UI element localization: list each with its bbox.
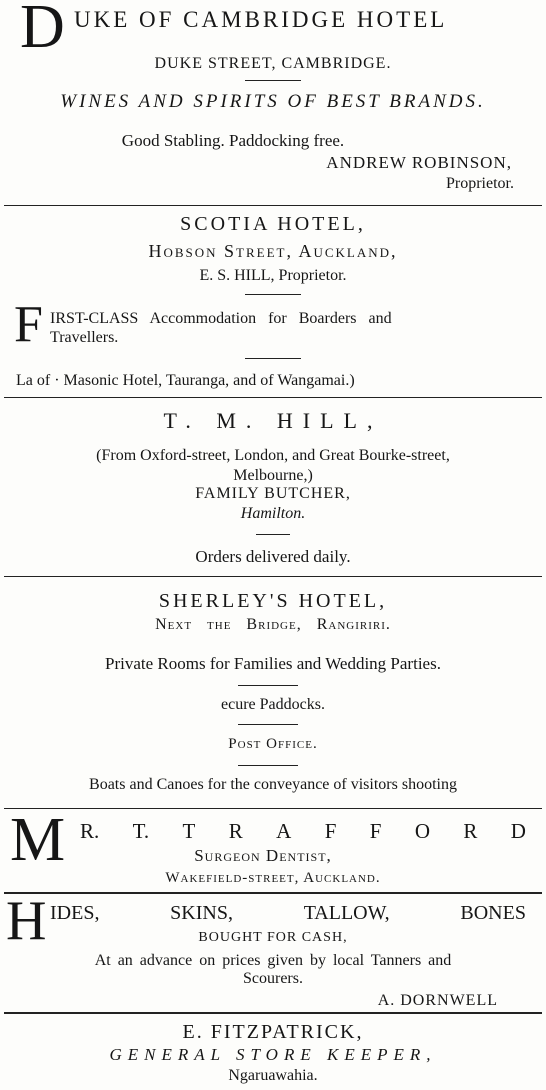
ad-trafford-dentist bbox=[0, 806, 546, 891]
short-rule bbox=[238, 724, 298, 725]
title-letter: R bbox=[228, 819, 243, 843]
proprietor-name: ANDREW ROBINSON, bbox=[326, 153, 512, 172]
drop-cap: M bbox=[10, 806, 66, 874]
butcher-trade: FAMILY BUTCHER, bbox=[195, 485, 351, 502]
title-letter: F bbox=[369, 819, 382, 843]
hotel-rooms: Private Rooms for Families and Wedding Parties. bbox=[105, 654, 441, 673]
title-word: SKINS, bbox=[170, 902, 233, 924]
ad-sherleys-hotel bbox=[0, 577, 546, 807]
butcher-origin: (From Oxford-street, London, and Great Bourke-street, bbox=[96, 447, 450, 464]
ad-duke-of-cambridge-hotel bbox=[0, 0, 546, 205]
title-letter: O bbox=[414, 819, 430, 843]
body-line: Scourers. bbox=[243, 970, 303, 987]
hides-signature: A. DORNWELL bbox=[377, 992, 498, 1009]
hotel-features: Good Stabling. Paddocking free. bbox=[121, 131, 345, 150]
ad-tm-hill-butcher bbox=[0, 398, 546, 574]
hides-subtitle: BOUGHT FOR CASH, bbox=[198, 930, 348, 945]
title-letter: D bbox=[510, 819, 526, 843]
drop-cap: F bbox=[14, 296, 43, 353]
title-word: IDES, bbox=[50, 902, 100, 924]
ad-separator bbox=[4, 892, 542, 894]
store-title: E. FITZPATRICK, bbox=[182, 1021, 364, 1043]
ad-fitzpatrick-store bbox=[0, 1014, 546, 1090]
body-line: At an advance on prices given by local Tanners and bbox=[94, 952, 452, 969]
butcher-origin-city: Melbourne,) bbox=[233, 467, 313, 484]
short-rule bbox=[245, 358, 301, 359]
title-letter: F bbox=[324, 819, 337, 843]
title-letter: T. bbox=[132, 819, 150, 843]
butcher-town: Hamilton. bbox=[240, 505, 306, 522]
title-letter: R bbox=[463, 819, 478, 843]
short-rule bbox=[238, 765, 298, 766]
hotel-address: DUKE STREET, CAMBRIDGE. bbox=[154, 55, 392, 72]
dentist-address: Wakefield-street, Auckland. bbox=[165, 870, 381, 886]
body-line: IRST-CLASS Accommodation for Boarders and bbox=[50, 310, 392, 327]
short-rule bbox=[245, 80, 301, 81]
title-word: TALLOW, bbox=[303, 902, 390, 924]
butcher-title: T. M. HILL, bbox=[163, 408, 383, 433]
short-rule bbox=[256, 534, 290, 535]
proprietor-role: Proprietor. bbox=[446, 175, 514, 192]
hotel-proprietor: E. S. HILL, Proprietor. bbox=[199, 267, 347, 284]
hotel-boats: Boats and Canoes for the conveyance of visitors shooting bbox=[89, 776, 457, 793]
hotel-title: UKE OF CAMBRIDGE HOTEL bbox=[74, 7, 448, 32]
store-town: Ngaruawahia. bbox=[228, 1067, 318, 1084]
body-line: Travellers. bbox=[50, 329, 119, 346]
hotel-title: SCOTIA HOTEL, bbox=[180, 213, 366, 235]
hotel-location: Next the Bridge, Rangiriri. bbox=[155, 616, 391, 633]
dentist-title bbox=[80, 821, 526, 842]
title-letter: A bbox=[276, 819, 292, 843]
hotel-post: Post Office. bbox=[228, 736, 318, 752]
hotel-paddocks: ecure Paddocks. bbox=[221, 696, 325, 713]
title-letter: R. bbox=[80, 819, 100, 843]
ad-scotia-hotel bbox=[0, 206, 546, 396]
store-trade: GENERAL STORE KEEPER, bbox=[109, 1045, 437, 1064]
short-rule bbox=[245, 294, 301, 295]
drop-cap: D bbox=[20, 0, 65, 61]
dentist-profession: Surgeon Dentist, bbox=[194, 846, 332, 865]
butcher-orders: Orders delivered daily. bbox=[195, 547, 351, 566]
hides-title bbox=[50, 903, 526, 923]
hotel-tagline: WINES AND SPIRITS OF BEST BRANDS. bbox=[60, 91, 486, 112]
title-word: BONES bbox=[460, 902, 526, 924]
hotel-title: SHERLEY'S HOTEL, bbox=[158, 590, 388, 612]
ad-hides-skins bbox=[0, 890, 546, 1011]
hotel-note: La of · Masonic Hotel, Tauranga, and of Wangamai.) bbox=[16, 372, 355, 389]
drop-cap: H bbox=[6, 890, 47, 952]
hotel-address: Hobson Street, Auckland, bbox=[148, 241, 398, 261]
title-letter: T bbox=[182, 819, 196, 843]
short-rule bbox=[238, 685, 298, 686]
